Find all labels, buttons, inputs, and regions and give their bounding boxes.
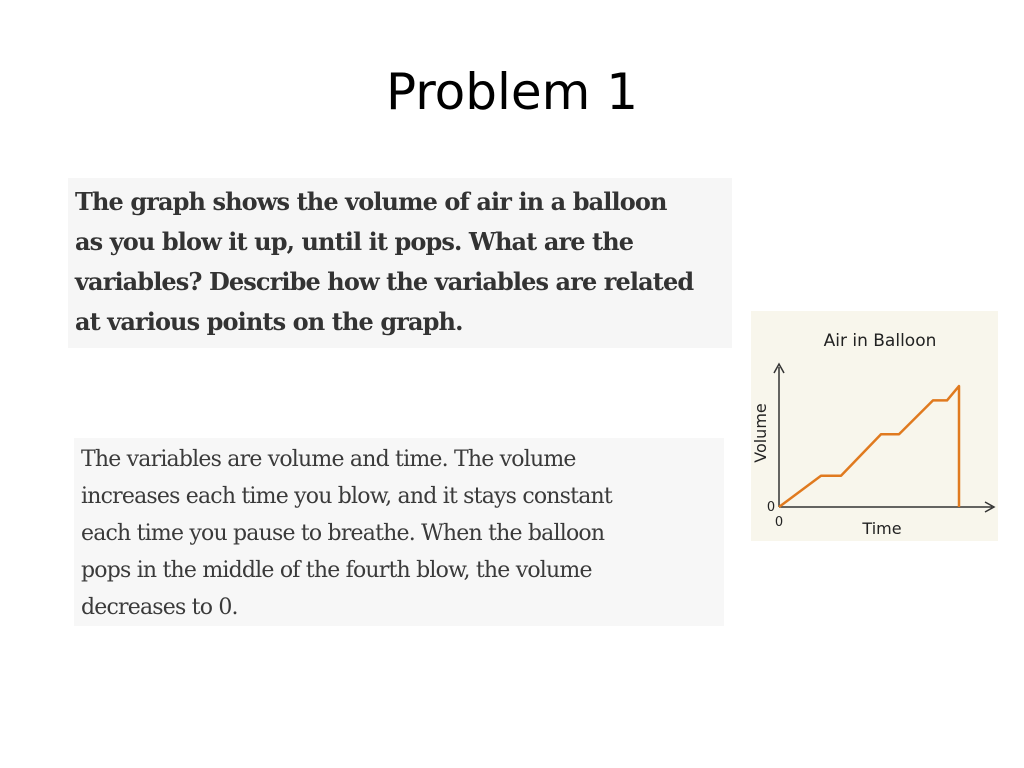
chart-title: Air in Balloon [823, 331, 937, 351]
answer-line: pops in the middle of the fourth blow, the volume [81, 558, 592, 583]
slide-title: Problem 1 [385, 63, 639, 121]
answer-text [81, 441, 731, 626]
question-line: at various points on the graph. [75, 307, 463, 336]
question-line: variables? Describe how the variables are related [75, 267, 694, 296]
x-axis-label: Time [862, 519, 902, 538]
answer-line: The variables are volume and time. The volume [81, 447, 576, 472]
question-text [75, 182, 740, 342]
question-line: as you blow it up, until it pops. What are the [75, 227, 634, 256]
answer-line: increases each time you blow, and it stays constant [81, 484, 612, 509]
series-layer [779, 386, 959, 507]
y-tick-label: 0 [766, 500, 776, 515]
volume-line [779, 386, 959, 507]
answer-line: decreases to 0. [81, 595, 238, 620]
question-line: The graph shows the volume of air in a balloon [75, 187, 667, 216]
y-axis-label: Volume [751, 403, 770, 463]
x-tick-label: 0 [774, 515, 784, 530]
chart-svg [751, 311, 998, 541]
answer-line: each time you pause to breathe. When the balloon [81, 521, 605, 546]
air-in-balloon-chart [751, 311, 998, 541]
